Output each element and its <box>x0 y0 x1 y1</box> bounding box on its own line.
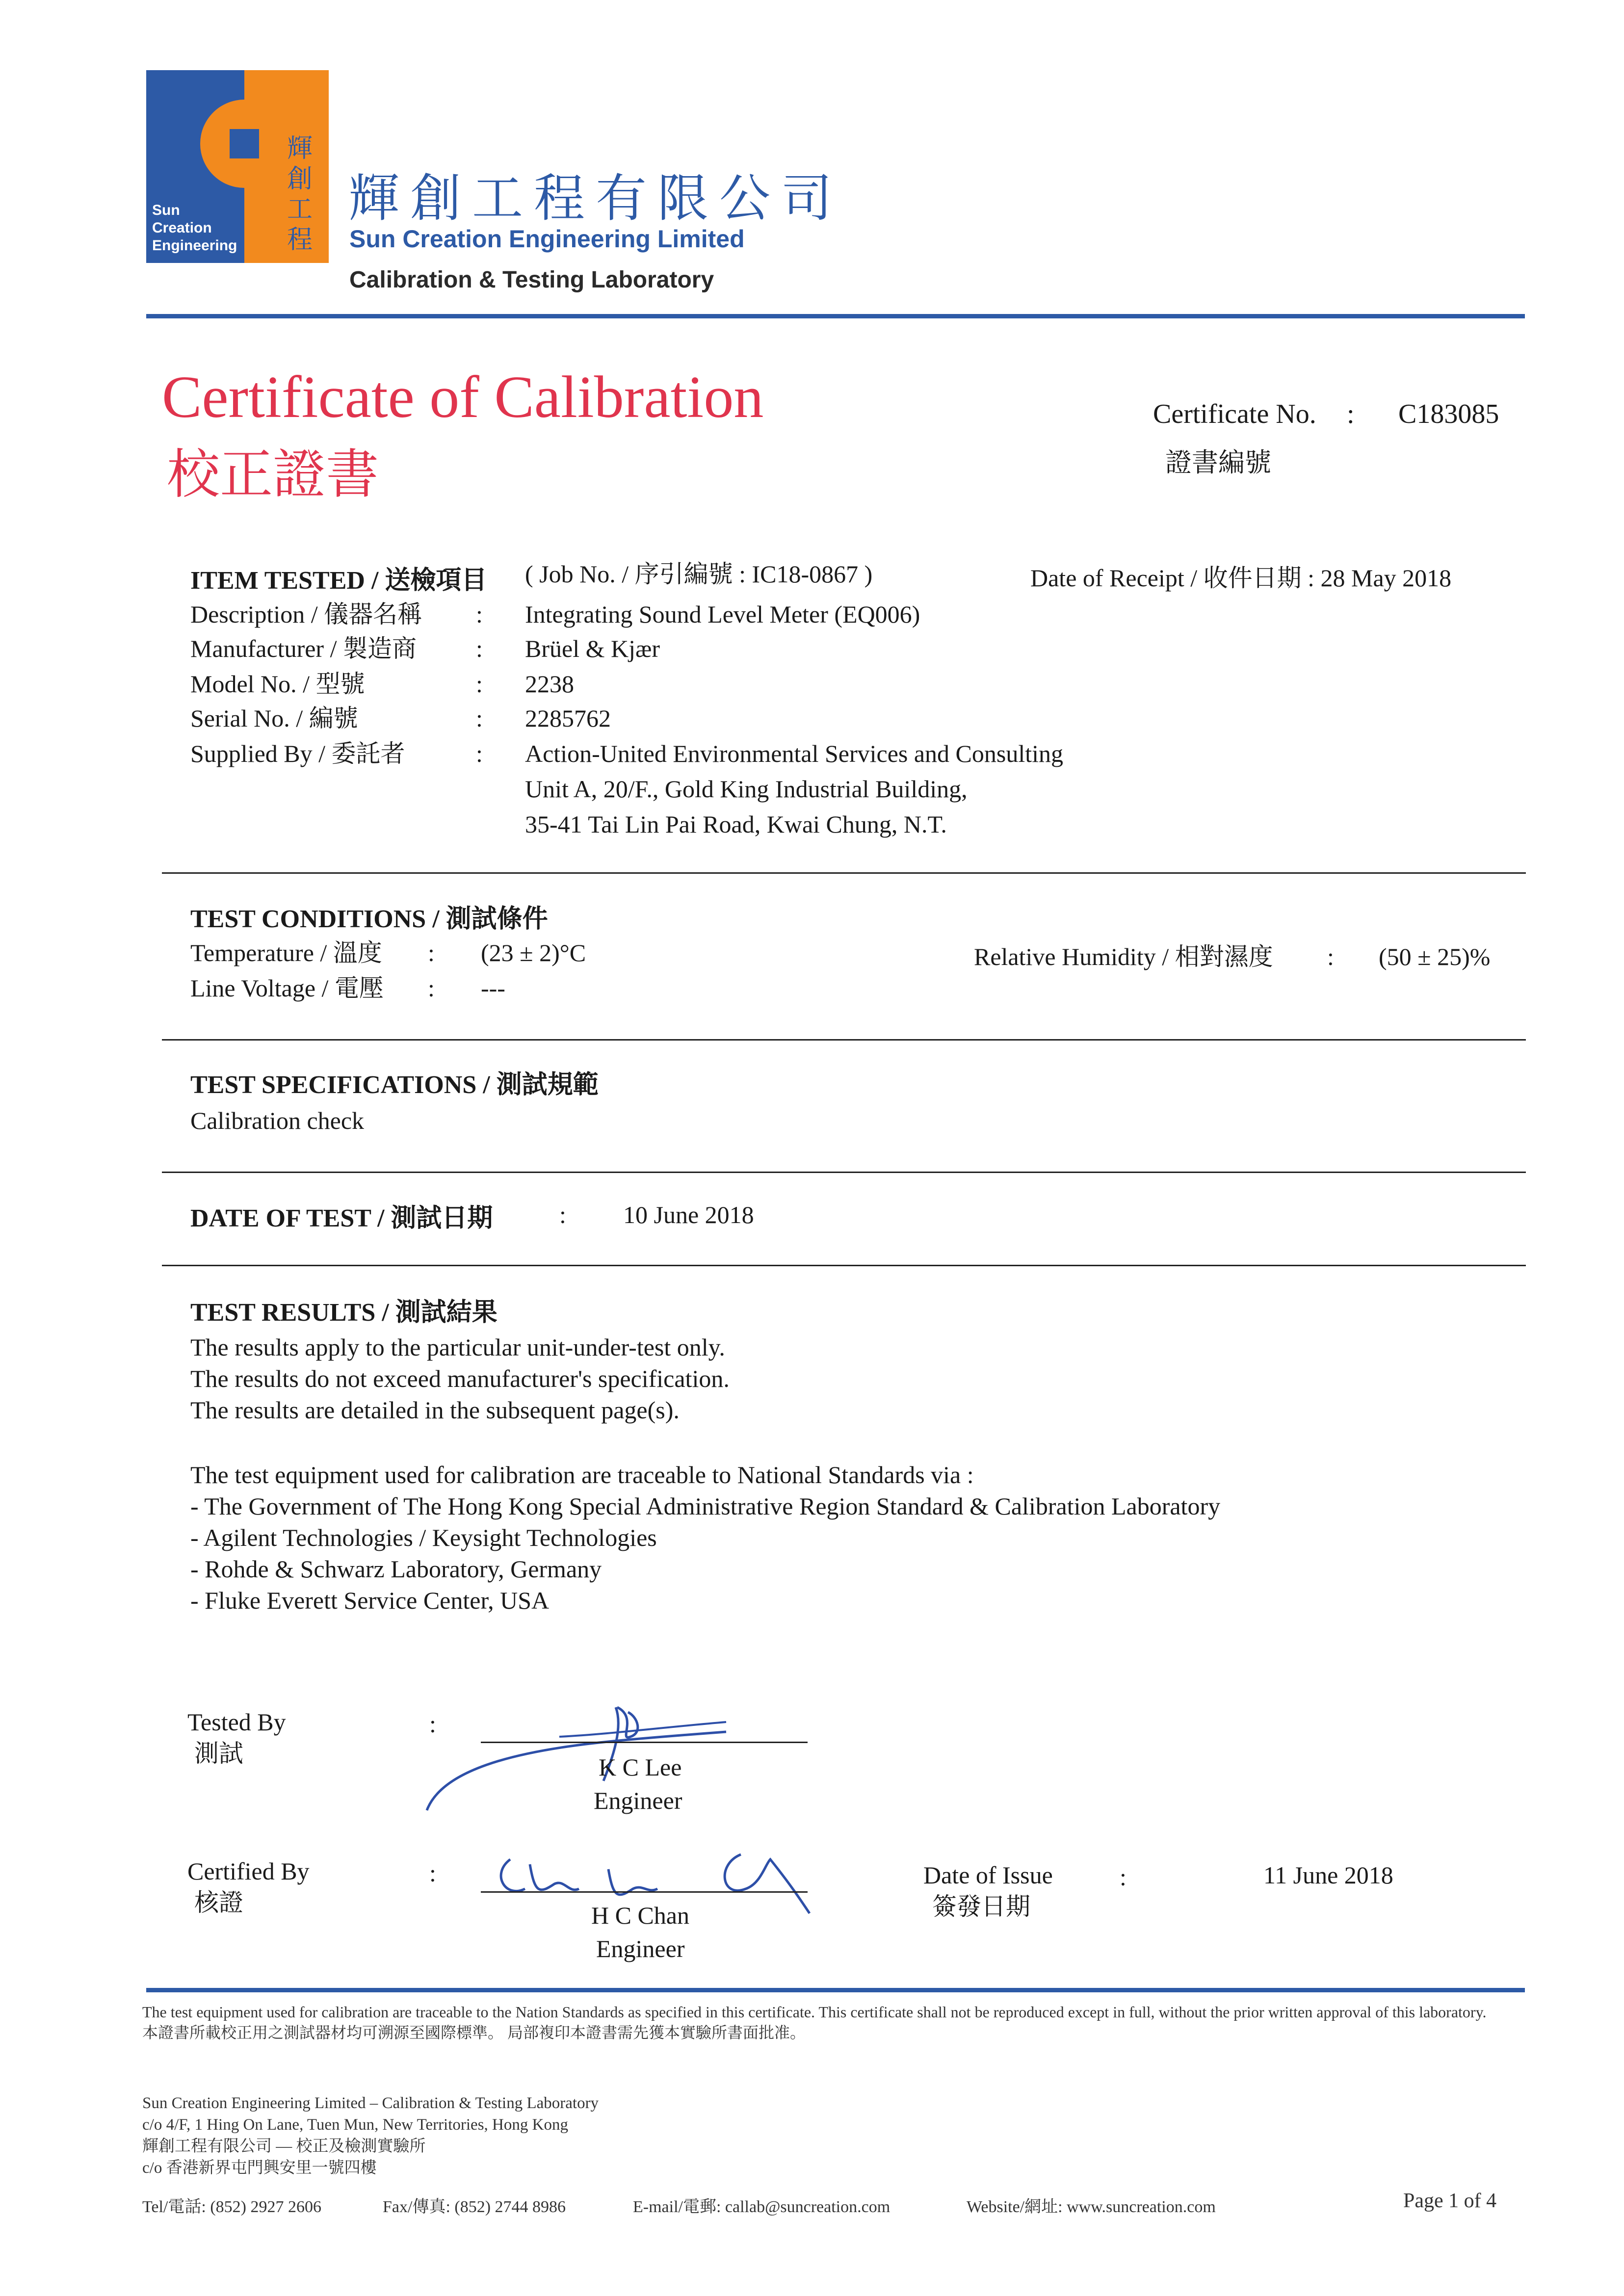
serial-label: Serial No. / 編號 <box>190 704 358 732</box>
humidity-label: Relative Humidity / 相對濕度 <box>974 943 1273 970</box>
date-of-test-heading: DATE OF TEST / 測試日期 <box>190 1204 493 1232</box>
company-name-en: Sun Creation Engineering Limited <box>349 225 745 253</box>
manufacturer-label: Manufacturer / 製造商 <box>190 635 417 662</box>
footer-fax: Fax/傳真: (852) 2744 8986 <box>383 2198 566 2216</box>
humidity-colon: : <box>1327 943 1334 970</box>
section-divider <box>162 1039 1526 1041</box>
date-of-test-value: 10 June 2018 <box>623 1201 754 1228</box>
company-logo <box>146 70 329 263</box>
signature-line <box>481 1742 808 1743</box>
tested-by-label: Tested By <box>187 1708 286 1736</box>
section-divider <box>162 1265 1526 1266</box>
temperature-value: (23 ± 2)°C <box>481 939 586 966</box>
logo-cn-text: 輝 創 工 程 <box>287 135 313 254</box>
supplier-address-line: Unit A, 20/F., Gold King Industrial Building, <box>525 775 968 803</box>
description-value: Integrating Sound Level Meter (EQ006) <box>525 600 920 628</box>
logo-text: Sun Creation Engineering <box>152 202 237 254</box>
description-label: Description / 儀器名稱 <box>190 600 422 628</box>
description-colon: : <box>476 600 483 628</box>
line-voltage-label: Line Voltage / 電壓 <box>190 974 384 1002</box>
section-divider <box>162 1172 1526 1173</box>
traceable-item: - Agilent Technologies / Keysight Technologies <box>190 1524 657 1551</box>
date-of-test-colon: : <box>559 1201 566 1228</box>
date-of-issue-label-cn: 簽發日期 <box>932 1893 1030 1920</box>
footer-address: Sun Creation Engineering Limited – Calibration & Testing Laboratory c/o 4/F, 1 Hing On Lane, Tuen Mun, New Territories, Hong Kong 輝創工程有限公司 — 校正及檢測實驗所 c/o 香港新界屯門興安里一號四樓 <box>142 2094 599 2177</box>
date-of-receipt: Date of Receipt / 收件日期 : 28 May 2018 <box>1030 564 1452 592</box>
serial-colon: : <box>476 704 483 732</box>
test-results-heading: TEST RESULTS / 測試結果 <box>190 1299 498 1327</box>
tested-by-title: Engineer <box>594 1787 682 1814</box>
signature-line <box>481 1891 808 1893</box>
certified-by-name: H C Chan <box>591 1902 689 1929</box>
supplied-by-label: Supplied By / 委託者 <box>190 740 405 767</box>
test-specifications-heading: TEST SPECIFICATIONS / 測試規範 <box>190 1071 599 1099</box>
certificate-number-label: Certificate No. <box>1153 399 1316 429</box>
tested-by-colon: : <box>429 1710 436 1738</box>
test-conditions-heading: TEST CONDITIONS / 測試條件 <box>190 905 548 933</box>
tested-by-label-cn: 測試 <box>194 1740 243 1767</box>
certificate-number-label-cn: 證書編號 <box>1165 448 1271 477</box>
date-of-issue-colon: : <box>1120 1863 1126 1891</box>
model-label: Model No. / 型號 <box>190 670 365 698</box>
lab-name: Calibration & Testing Laboratory <box>349 267 714 293</box>
certified-by-colon: : <box>429 1859 436 1887</box>
manufacturer-colon: : <box>476 635 483 662</box>
test-specifications-value: Calibration check <box>190 1107 365 1134</box>
tested-by-name: K C Lee <box>599 1753 682 1781</box>
model-value: 2238 <box>525 670 574 698</box>
tested-by-signature <box>412 1688 746 1835</box>
result-line: The results apply to the particular unit-under-test only. <box>190 1333 725 1361</box>
result-line: The results do not exceed manufacturer's specification. <box>190 1365 730 1392</box>
certificate-number-colon: : <box>1347 399 1355 429</box>
company-name-cn: 輝創工程有限公司 <box>348 168 843 228</box>
line-voltage-value: --- <box>481 974 505 1002</box>
traceable-intro: The test equipment used for calibration are traceable to National Standards via : <box>190 1461 974 1488</box>
certified-by-label: Certified By <box>187 1857 310 1885</box>
temperature-colon: : <box>428 939 435 966</box>
traceable-item: - The Government of The Hong Kong Special Administrative Region Standard & Calibration Laboratory <box>190 1492 1221 1520</box>
footer-tel: Tel/電話: (852) 2927 2606 <box>142 2198 321 2216</box>
supplied-by-value: Action-United Environmental Services and Consulting <box>525 740 1064 767</box>
result-line: The results are detailed in the subsequent page(s). <box>190 1396 680 1424</box>
page-number: Page 1 of 4 <box>1403 2190 1497 2212</box>
certificate-title: Certificate of Calibration <box>162 364 764 430</box>
footer-website: Website/網址: www.suncreation.com <box>967 2198 1216 2216</box>
footer-email: E-mail/電郵: callab@suncreation.com <box>633 2198 891 2216</box>
certified-by-title: Engineer <box>596 1935 685 1962</box>
section-divider <box>162 872 1526 874</box>
temperature-label: Temperature / 溫度 <box>190 939 382 966</box>
footer-divider <box>146 1988 1525 1992</box>
certified-by-label-cn: 核證 <box>194 1889 243 1916</box>
supplied-by-colon: : <box>476 740 483 767</box>
humidity-value: (50 ± 25)% <box>1379 943 1491 970</box>
serial-value: 2285762 <box>525 704 611 732</box>
traceable-item: - Fluke Everett Service Center, USA <box>190 1587 550 1614</box>
item-tested-heading: ITEM TESTED / 送檢項目 <box>190 567 487 595</box>
footer-note: The test equipment used for calibration are traceable to the Nation Standards as specified in this certificate. This certificate shall not be reproduced except in full, without the prior written approval of this laboratory. 本證書所載校正用之測試器材均可溯源至國際標準。 局部複印本證書需先獲本實驗所書面批准。 <box>142 2003 1487 2041</box>
manufacturer-value: Brüel & Kjær <box>525 635 660 662</box>
supplier-address-line: 35-41 Tai Lin Pai Road, Kwai Chung, N.T. <box>525 810 947 838</box>
traceable-item: - Rohde & Schwarz Laboratory, Germany <box>190 1555 602 1583</box>
certificate-number: C183085 <box>1398 399 1499 429</box>
certificate-title-cn: 校正證書 <box>167 444 379 505</box>
date-of-issue-value: 11 June 2018 <box>1263 1861 1393 1889</box>
date-of-issue-label: Date of Issue <box>923 1861 1053 1889</box>
job-number: ( Job No. / 序引編號 : IC18-0867 ) <box>525 560 873 588</box>
line-voltage-colon: : <box>428 974 435 1002</box>
header-divider <box>146 314 1525 318</box>
model-colon: : <box>476 670 483 698</box>
